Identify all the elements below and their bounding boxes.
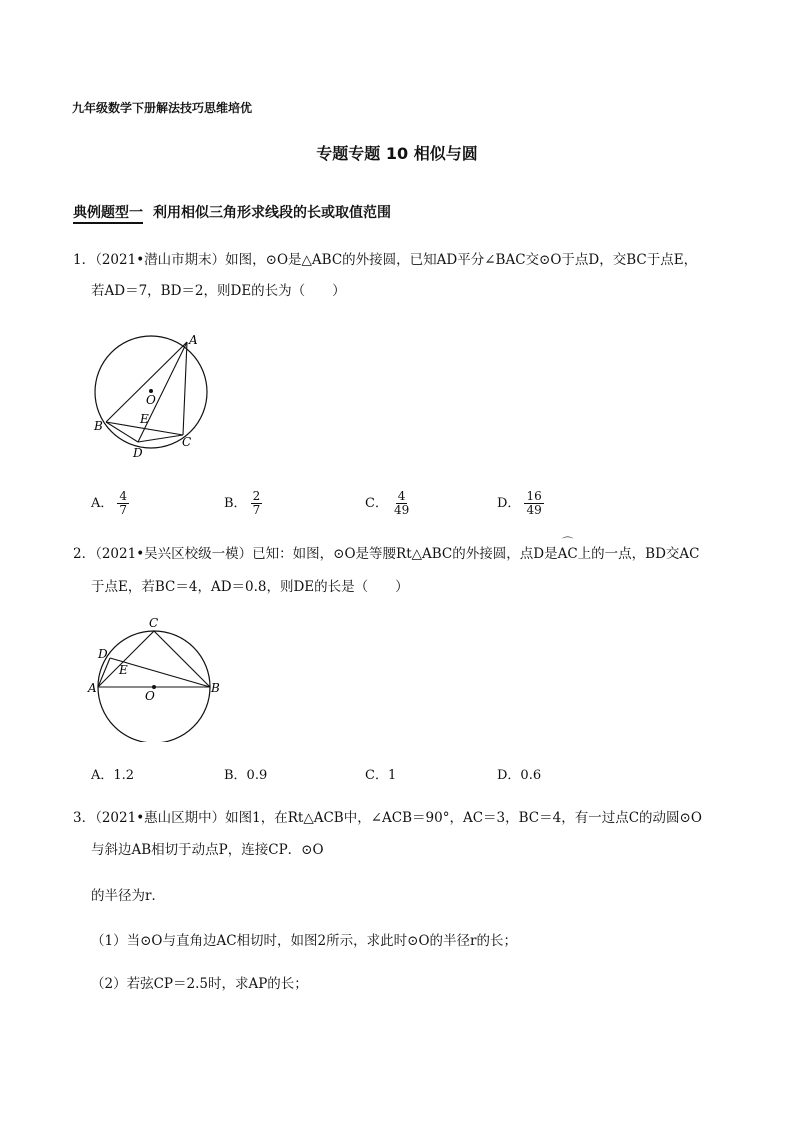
q2-line1-pre: 2．（2021•吴兴区校级一模）已知：如图，⊙O是等腰Rt△ABC的外接圆，点D是 <box>73 546 558 562</box>
q1-option-a-den: 7 <box>119 503 128 517</box>
q1-label-d: D <box>133 446 143 460</box>
q2-arc-ac: ⌒ AC <box>558 544 578 564</box>
page-title: 专题专题 10 相似与圆 <box>316 144 478 163</box>
q1-option-b[interactable] <box>224 490 262 517</box>
q2-line1-post: 上的一点，BD交AC <box>577 546 700 562</box>
q1-option-d[interactable] <box>497 490 544 517</box>
q1-option-c-den: 49 <box>393 503 410 517</box>
q1-segment-ac <box>183 342 187 435</box>
q1-option-d-den: 49 <box>526 503 542 517</box>
q1-label-c: C <box>182 435 192 449</box>
q1-segment-dc <box>138 435 183 442</box>
q1-line1: 1．（2021•潜山市期末）如图，⊙O是△ABC的外接圆，已知AD平分∠BAC交⊙O于点D，交BC于点E， <box>73 252 698 268</box>
q2-label-d: D <box>98 647 108 661</box>
q2-option-a[interactable]: A．1.2 <box>91 768 135 783</box>
q1-option-b-fraction <box>251 490 263 517</box>
q2-label-b: B <box>211 681 220 695</box>
book-header: 九年级数学下册解法技巧思维培优 <box>72 101 253 115</box>
q2-label-o: O <box>145 689 155 703</box>
q1-segment-ad <box>138 342 187 442</box>
q2-label-e: E <box>119 663 128 677</box>
q1-label-e: E <box>140 412 149 426</box>
q1-label-o: O <box>146 393 156 407</box>
q1-option-b-num: 2 <box>252 489 261 503</box>
q2-label-a: A <box>88 681 97 695</box>
q1-option-d-letter: D． <box>497 496 521 511</box>
q1-option-a-num: 4 <box>119 489 128 503</box>
q1-option-a-letter: A． <box>91 496 114 511</box>
q1-label-a: A <box>189 333 198 347</box>
q1-option-a-fraction <box>117 490 129 517</box>
q1-option-d-num: 16 <box>526 489 542 503</box>
q2-line2: 于点E，若BC＝4，AD＝0.8，则DE的长是（ ） <box>91 579 409 595</box>
section-text: 利用相似三角形求线段的长或取值范围 <box>153 205 391 221</box>
q1-segment-ab <box>106 342 187 422</box>
q2-figure <box>85 612 225 742</box>
q2-option-c[interactable]: C．1 <box>365 768 397 783</box>
q3-line2: 与斜边AB相切于动点P，连接CP．⊙O <box>91 842 324 858</box>
q2-option-b[interactable]: B．0.9 <box>224 768 268 783</box>
q1-option-c-fraction <box>392 490 411 517</box>
q1-label-b: B <box>94 419 103 433</box>
q3-part1: （1）当⊙O与直角边AC相切时，如图2所示，求此时⊙O的半径r的长； <box>91 933 517 949</box>
q1-option-b-letter: B． <box>224 496 247 511</box>
section-heading <box>73 202 391 224</box>
q1-option-c-letter: C． <box>365 496 388 511</box>
q3-line1: 3．（2021•惠山区期中）如图1，在Rt△ACB中，∠ACB＝90°，AC＝3，BC＝4，有一过点C的动圆⊙O <box>73 810 702 826</box>
q1-option-b-den: 7 <box>252 503 261 517</box>
q3-part2: （2）若弦CP＝2.5时，求AP的长； <box>91 976 308 992</box>
q1-option-d-fraction <box>524 490 543 517</box>
q2-line1 <box>73 544 700 564</box>
q1-option-c[interactable] <box>365 490 411 517</box>
q3-line3: 的半径为r． <box>91 888 165 904</box>
q1-figure <box>85 328 225 463</box>
section-tag: 典例题型一 <box>73 202 143 224</box>
q2-label-c: C <box>149 616 159 630</box>
q1-option-c-num: 4 <box>397 489 406 503</box>
q1-line2: 若AD＝7，BD＝2，则DE的长为（ ） <box>91 283 346 299</box>
q1-option-a[interactable] <box>91 490 129 517</box>
q2-option-d[interactable]: D．0.6 <box>497 768 542 783</box>
